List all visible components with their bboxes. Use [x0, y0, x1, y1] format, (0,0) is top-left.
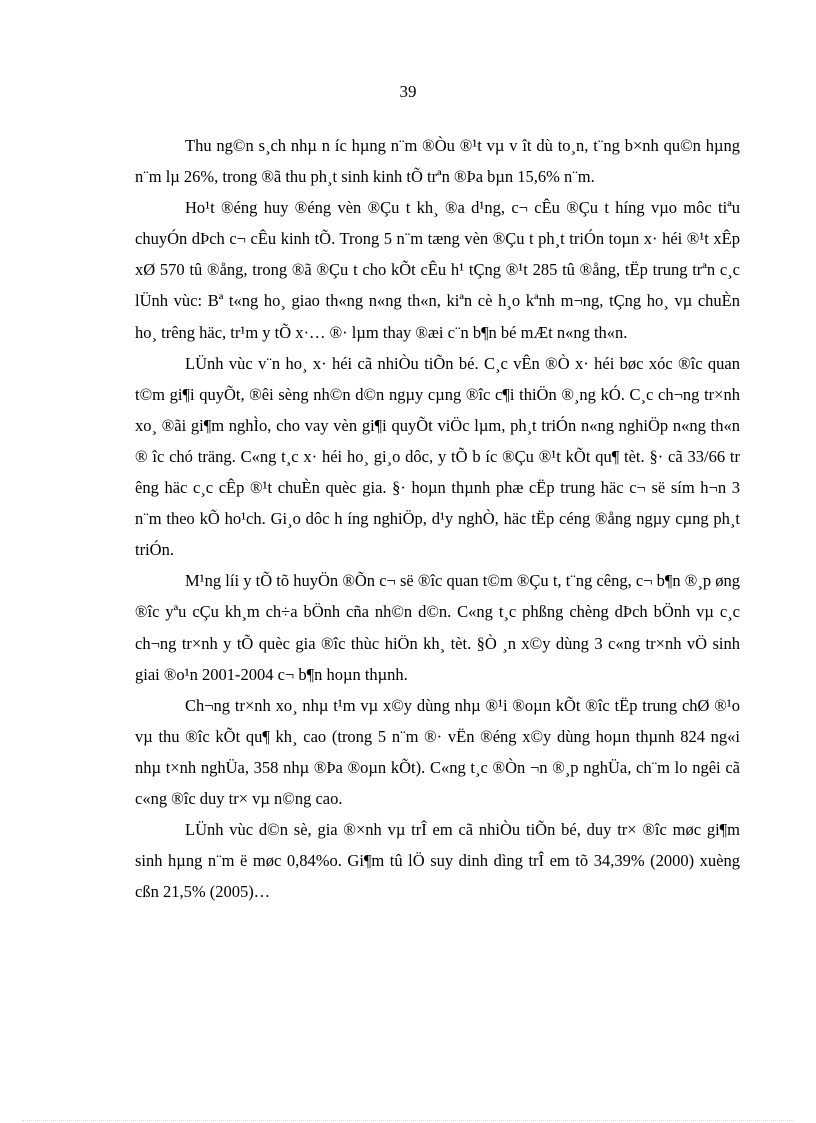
paragraph-culture-society: LÜnh vùc v¨n ho¸ x· héi cã nhiÒu tiÕn bé. C¸c vÊn ®Ò x· héi bøc xóc ®îc quan t©m gi¶i quyÕt, ®êi sèng nh©n d©n ngµy cµng ®îc c¶i thiÖn ®¸ng kÓ. C¸c ch¬ng tr×nh xo¸ ®ãi gi¶m nghÌo, cho vay vèn gi¶i quyÕt viÖc lµm, ph¸t triÓn n«ng nghiÖp n«ng th«n ® îc chó träng. C«ng t¸c x· héi ho¸ gi¸o dôc, y tÕ b íc ®Çu ®¹t kÕt qu¶ tèt. §· cã 33/66 tr êng häc c¸c cÊp ®¹t chuÈn quèc gia. §· hoµn thµnh phæ cËp trung häc c¬ së sím h¬n 3 n¨m theo kÕ ho¹ch. Gi¸o dôc h íng nghiÖp, d¹y nghÒ, häc tËp céng ®ång ngµy cµng ph¸t triÓn. — [135, 353, 740, 560]
paragraph-housing-program: Ch¬ng tr×nh xo¸ nhµ t¹m vµ x©y dùng nhµ ®¹i ®oµn kÕt ®îc tËp trung chØ ®¹o vµ thu ®îc kÕt qu¶ kh¸ cao (trong 5 n¨m ®· vËn ®éng x©y dùng hoµn thµnh 824 ng«i nhµ t×nh nghÜa, 358 nhµ ®Þa ®oµn kÕt). C«ng t¸c ®Òn ¬n ®¸p nghÜa, ch¨m lo ngêi cã c«ng ®îc duy tr× vµ n©ng cao. — [135, 695, 740, 808]
paragraph-population-family: LÜnh vùc d©n sè, gia ®×nh vµ trÎ em cã nhiÒu tiÕn bé, duy tr× ®îc møc gi¶m sinh hµng n¨m ë møc 0,84%o. Gi¶m tû lÖ suy dinh dìng trÎ em tõ 34,39% (2000) xuèng cßn 21,5% (2005)… — [135, 820, 740, 902]
page-number: 39 — [399, 82, 417, 101]
body-text — [135, 130, 740, 907]
paragraph-health-network: M¹ng líi y tÕ tõ huyÖn ®Õn c¬ së ®îc quan t©m ®Çu t, t¨ng cêng, c¬ b¶n ®¸p øng ®îc yªu cÇu kh¸m ch÷a bÖnh cña nh©n d©n. C«ng t¸c phßng chèng dÞch bÖnh vµ c¸c ch¬ng tr×nh y tÕ quèc gia ®îc thùc hiÖn kh¸ tèt. §Ò ¸n x©y dùng 3 c«ng tr×nh vÖ sinh giai ®o¹n 2001-2004 c¬ b¶n hoµn thµnh. — [135, 571, 740, 684]
paragraph-budget: Thu ng©n s¸ch nhµ n íc hµng n¨m ®Òu ®¹t vµ v ît dù to¸n, t¨ng b×nh qu©n hµng n¨m lµ 26%, trong ®ã thu ph¸t sinh kinh tÕ trªn ®Þa bµn 15,6% n¨m. — [135, 136, 740, 187]
paragraph-investment: Ho¹t ®éng huy ®éng vèn ®Çu t kh¸ ®a d¹ng, c¬ cÊu ®Çu t híng vµo môc tiªu chuyÓn dÞch c¬ cÊu kinh tÕ. Trong 5 n¨m tæng vèn ®Çu t ph¸t triÓn toµn x· héi ®¹t xÊp xØ 570 tû ®ång, trong ®ã ®Çu t cho kÕt cÊu h¹ tÇng ®¹t 285 tû ®ång, tËp trung trªn c¸c lÜnh vùc: Bª t«ng ho¸ giao th«ng n«ng th«n, kiªn cè h¸o kªnh m¬ng, tÇng ho¸ vµ chuÈn ho¸ trêng häc, tr¹m y tÕ x·… ®· lµm thay ®æi c¨n b¶n bé mÆt n«ng th«n. — [135, 198, 740, 342]
page-bottom-divider — [22, 1120, 794, 1121]
